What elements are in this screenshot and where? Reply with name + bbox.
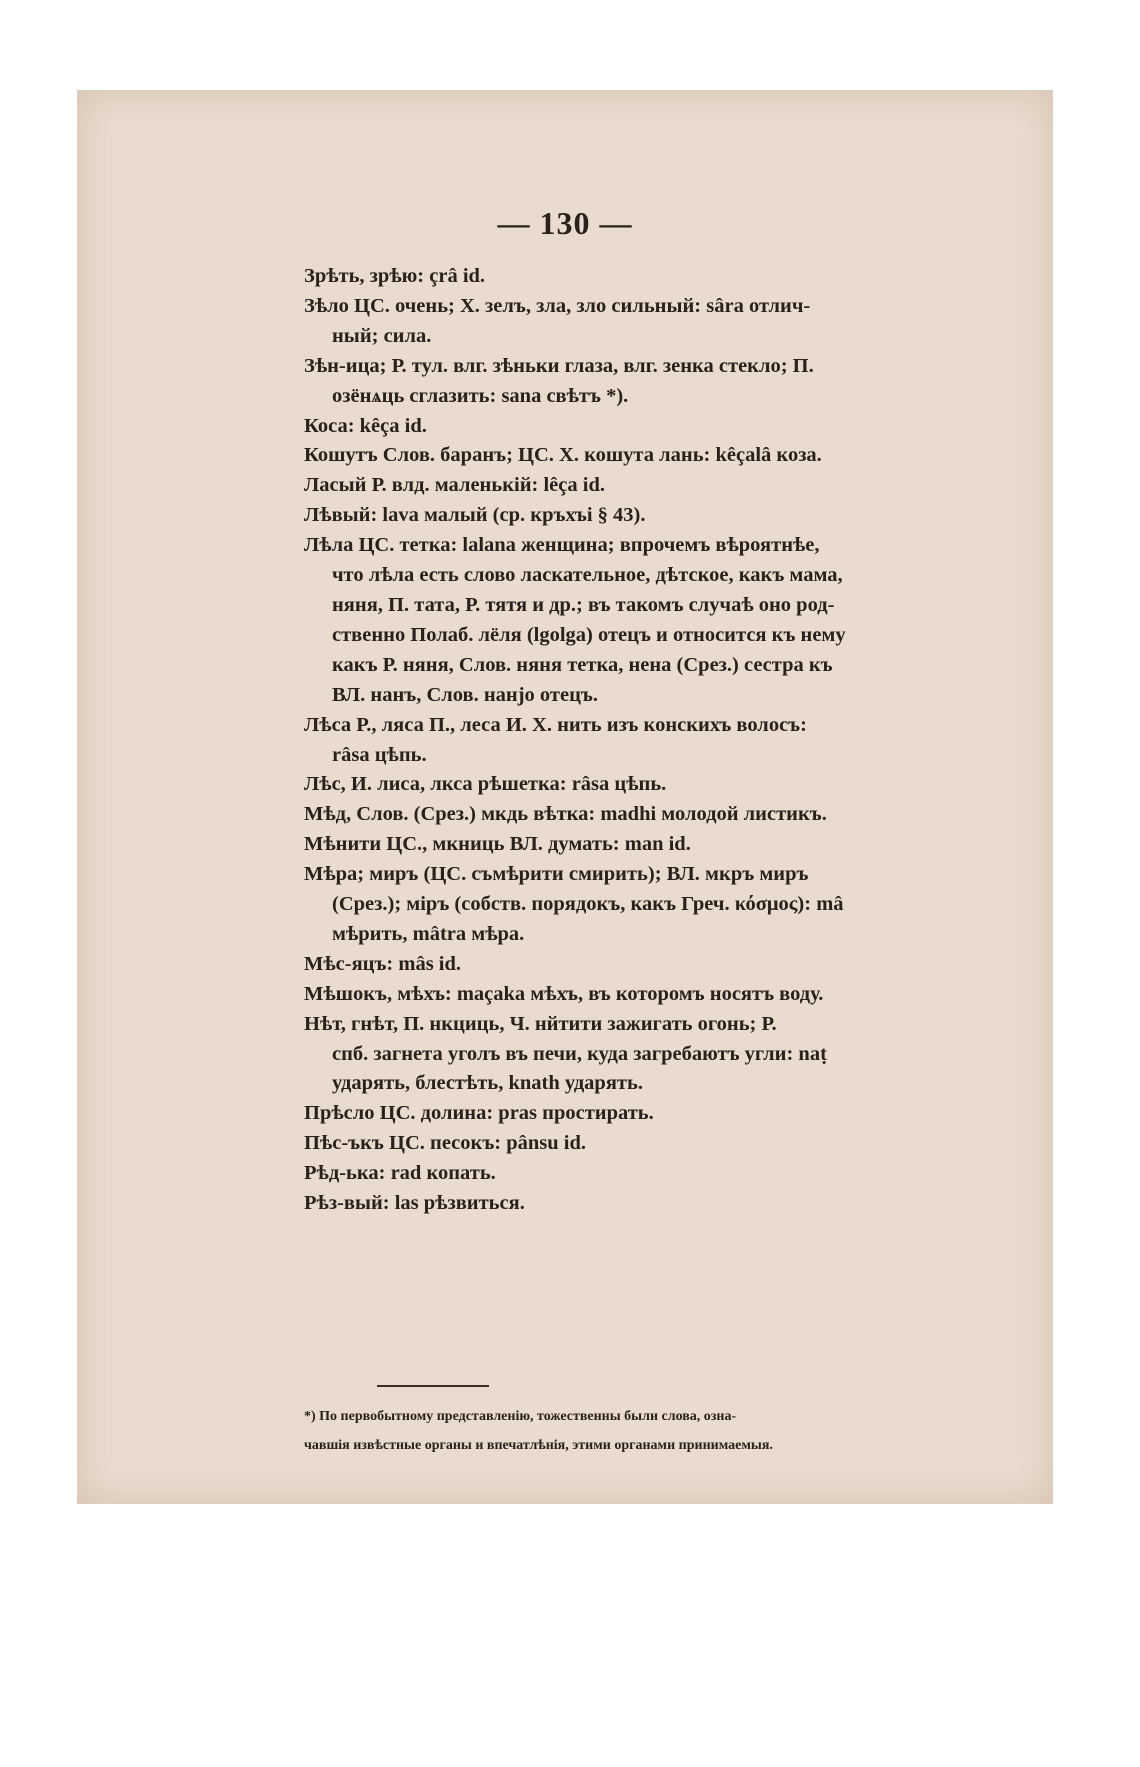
dictionary-entry: Лѣса Р., ляса П., леса И. Х. нить изъ конскихъ волосъ: râsa цѣпь. xyxy=(304,713,807,766)
dictionary-entry: Зѣн-ица; Р. тул. влг. зѣньки глаза, влг. зенка стекло; П. озёнѧць сглазить: sana свѣтъ *). xyxy=(304,354,814,407)
footnote: *) По первобытному представленію, тожественны были слова, озна- чавшія извѣстные органы и впечатлѣнія, этими органами принимаемыя. xyxy=(304,1409,773,1453)
dictionary-entry: Лѣс, И. лиса, лкса рѣшетка: râsa цѣпь. xyxy=(304,773,667,796)
dictionary-entry: Пѣс-ъкъ ЦС. песокъ: pânsu id. xyxy=(304,1132,587,1155)
dictionary-entry: Лѣвый: lava малый (ср. кръхъі § 43). xyxy=(304,504,646,527)
dictionary-entry: Мѣшокъ, мѣхъ: maçaka мѣхъ, въ которомъ носятъ воду. xyxy=(304,982,824,1005)
dictionary-entry: Коса: kêça id. xyxy=(304,414,427,437)
dictionary-entry: Зрѣть, зрѣю: çrâ id. xyxy=(304,265,486,287)
footnote-divider xyxy=(377,1385,489,1387)
dictionary-entry: Зѣло ЦС. очень; Х. зелъ, зла, зло сильный: sâra отлич- ный; сила. xyxy=(304,294,811,347)
dictionary-entry: Мѣс-яцъ: mâs id. xyxy=(304,952,462,975)
dictionary-entry: Ласый Р. влд. маленькій: lêça id. xyxy=(304,474,605,497)
dictionary-entry: Прѣсло ЦС. долина: pras простирать. xyxy=(304,1102,654,1125)
book-page xyxy=(77,90,1053,1504)
dictionary-entry: Мѣд, Слов. (Срез.) мкдь вѣтка: madhi молодой листикъ. xyxy=(304,803,827,826)
dictionary-entry: Лѣла ЦС. тетка: lalana женщина; впрочемъ вѣроятнѣе, что лѣла есть слово ласкательное, дѣтское, какъ мама, няня, П. тата, Р. тятя и др.; въ такомъ случаѣ оно род- ственно Полаб. лёля (lgolga) отецъ и относится къ нему какъ Р. няня, Слов. няня тетка, нена (Срез.) сестра къ ВЛ. нанъ, Слов. нанјо отецъ. xyxy=(304,534,846,706)
dictionary-entry: Кошутъ Слов. баранъ; ЦС. Х. кошута лань: kêçalâ коза. xyxy=(304,444,822,467)
dictionary-entry: Рѣз-вый: las рѣзвиться. xyxy=(304,1192,525,1215)
dictionary-entry: Нѣт, гнѣт, П. нкциць, Ч. нйтити зажигать огонь; Р. спб. загнета уголъ въ печи, куда загребаютъ угли: naṭ ударять, блестѣть, knath ударять. xyxy=(304,1012,827,1095)
dictionary-entry: Рѣд-ька: rad копать. xyxy=(304,1162,496,1185)
page-number: — 130 — xyxy=(497,205,633,241)
dictionary-entries xyxy=(304,262,949,1219)
dictionary-entry: Мѣра; миръ (ЦС. съмѣрити смирить); ВЛ. мкръ миръ (Срез.); міръ (собств. порядокъ, какъ Греч. κόσμος): mâ мѣрить, mâtra мѣра. xyxy=(304,863,844,945)
dictionary-entry: Мѣнити ЦС., мкниць ВЛ. думать: man id. xyxy=(304,833,691,856)
